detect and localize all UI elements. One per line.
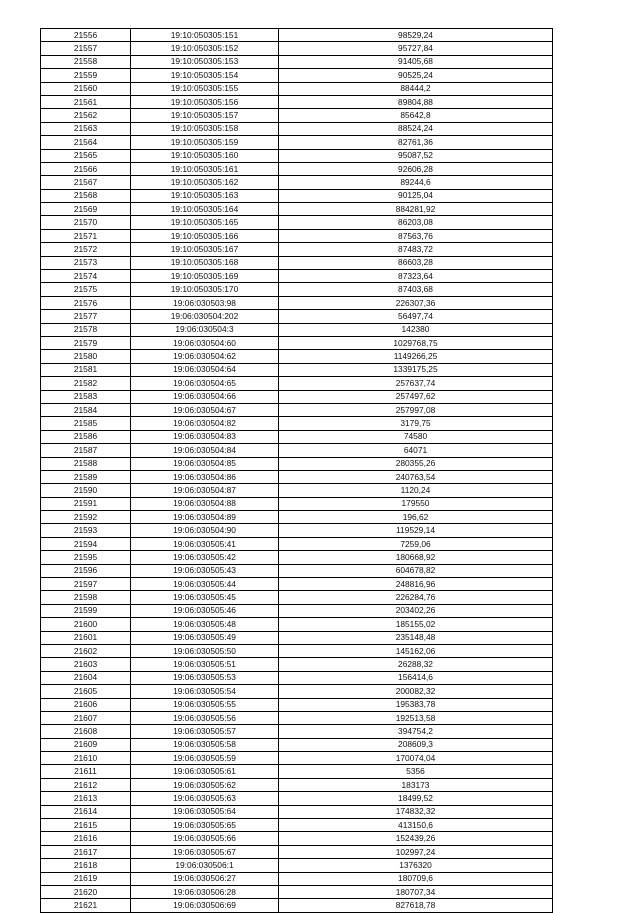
- table-row: [41, 430, 553, 443]
- row-number-cell: 21590: [41, 484, 131, 497]
- row-number-cell: 21572: [41, 243, 131, 256]
- row-number-cell: 21563: [41, 122, 131, 135]
- cadastral-number-cell: 19:10:050305:164: [131, 203, 279, 216]
- cadastral-number-cell: 19:06:030504:67: [131, 403, 279, 416]
- cadastral-number-cell: 19:06:030505:48: [131, 618, 279, 631]
- value-cell: 26288,32: [279, 658, 553, 671]
- cadastral-number-cell: 19:06:030503:98: [131, 296, 279, 309]
- table-row: [41, 243, 553, 256]
- row-number-cell: 21618: [41, 859, 131, 872]
- row-number-cell: 21566: [41, 162, 131, 175]
- cadastral-number-cell: 19:06:030505:57: [131, 725, 279, 738]
- row-number-cell: 21616: [41, 832, 131, 845]
- cadastral-number-cell: 19:06:030505:63: [131, 792, 279, 805]
- value-cell: 179550: [279, 497, 553, 510]
- row-number-cell: 21607: [41, 711, 131, 724]
- row-number-cell: 21601: [41, 631, 131, 644]
- row-number-cell: 21593: [41, 524, 131, 537]
- table-row: [41, 403, 553, 416]
- row-number-cell: 21620: [41, 886, 131, 899]
- table-row: [41, 149, 553, 162]
- value-cell: 226284,76: [279, 591, 553, 604]
- table-row: [41, 845, 553, 858]
- cadastral-number-cell: 19:06:030504:3: [131, 323, 279, 336]
- table-row: [41, 69, 553, 82]
- value-cell: 82761,36: [279, 136, 553, 149]
- table-row: [41, 805, 553, 818]
- cadastral-number-cell: 19:06:030505:51: [131, 658, 279, 671]
- row-number-cell: 21576: [41, 296, 131, 309]
- value-cell: 89244,6: [279, 176, 553, 189]
- table-row: [41, 296, 553, 309]
- value-cell: 98529,24: [279, 29, 553, 42]
- cadastral-number-cell: 19:06:030505:41: [131, 537, 279, 550]
- table-row: [41, 229, 553, 242]
- row-number-cell: 21591: [41, 497, 131, 510]
- cadastral-number-cell: 19:06:030505:44: [131, 578, 279, 591]
- row-number-cell: 21598: [41, 591, 131, 604]
- table-row: [41, 377, 553, 390]
- table-row: [41, 417, 553, 430]
- row-number-cell: 21556: [41, 29, 131, 42]
- cadastral-value-table: [40, 28, 553, 913]
- cadastral-number-cell: 19:06:030504:64: [131, 363, 279, 376]
- cadastral-number-cell: 19:06:030504:84: [131, 444, 279, 457]
- table-row: [41, 832, 553, 845]
- cadastral-number-cell: 19:10:050305:160: [131, 149, 279, 162]
- row-number-cell: 21582: [41, 377, 131, 390]
- cadastral-number-cell: 19:06:030505:46: [131, 604, 279, 617]
- value-cell: 156414,6: [279, 671, 553, 684]
- row-number-cell: 21619: [41, 872, 131, 885]
- value-cell: 185155,02: [279, 618, 553, 631]
- row-number-cell: 21583: [41, 390, 131, 403]
- cadastral-number-cell: 19:06:030505:53: [131, 671, 279, 684]
- value-cell: 85642,8: [279, 109, 553, 122]
- cadastral-number-cell: 19:10:050305:165: [131, 216, 279, 229]
- row-number-cell: 21600: [41, 618, 131, 631]
- value-cell: 884281,92: [279, 203, 553, 216]
- table-row: [41, 765, 553, 778]
- value-cell: 18499,52: [279, 792, 553, 805]
- value-cell: 92606,28: [279, 162, 553, 175]
- cadastral-number-cell: 19:06:030505:64: [131, 805, 279, 818]
- value-cell: 152439,26: [279, 832, 553, 845]
- cadastral-number-cell: 19:06:030505:43: [131, 564, 279, 577]
- table-row: [41, 310, 553, 323]
- value-cell: 180707,34: [279, 886, 553, 899]
- table-row: [41, 122, 553, 135]
- row-number-cell: 21586: [41, 430, 131, 443]
- row-number-cell: 21587: [41, 444, 131, 457]
- cadastral-number-cell: 19:06:030506:28: [131, 886, 279, 899]
- cadastral-number-cell: 19:10:050305:157: [131, 109, 279, 122]
- value-cell: 226307,36: [279, 296, 553, 309]
- table-row: [41, 524, 553, 537]
- value-cell: 200082,32: [279, 685, 553, 698]
- value-cell: 174832,32: [279, 805, 553, 818]
- table-row: [41, 631, 553, 644]
- value-cell: 64071: [279, 444, 553, 457]
- row-number-cell: 21568: [41, 189, 131, 202]
- row-number-cell: 21602: [41, 644, 131, 657]
- cadastral-number-cell: 19:10:050305:161: [131, 162, 279, 175]
- row-number-cell: 21560: [41, 82, 131, 95]
- cadastral-number-cell: 19:06:030505:54: [131, 685, 279, 698]
- table-row: [41, 537, 553, 550]
- table-row: [41, 564, 553, 577]
- table-row: [41, 162, 553, 175]
- table-row: [41, 203, 553, 216]
- row-number-cell: 21589: [41, 470, 131, 483]
- table-row: [41, 109, 553, 122]
- value-cell: 87403,68: [279, 283, 553, 296]
- row-number-cell: 21595: [41, 551, 131, 564]
- cadastral-number-cell: 19:06:030504:60: [131, 336, 279, 349]
- table-row: [41, 658, 553, 671]
- table-row: [41, 551, 553, 564]
- table-row: [41, 618, 553, 631]
- value-cell: 91405,68: [279, 55, 553, 68]
- value-cell: 192513,58: [279, 711, 553, 724]
- row-number-cell: 21613: [41, 792, 131, 805]
- table-row: [41, 578, 553, 591]
- value-cell: 257497,62: [279, 390, 553, 403]
- value-cell: 195383,78: [279, 698, 553, 711]
- table-row: [41, 42, 553, 55]
- cadastral-number-cell: 19:10:050305:156: [131, 95, 279, 108]
- cadastral-number-cell: 19:06:030505:49: [131, 631, 279, 644]
- table-row: [41, 29, 553, 42]
- value-cell: 170074,04: [279, 752, 553, 765]
- value-cell: 1029768,75: [279, 336, 553, 349]
- value-cell: 180668,92: [279, 551, 553, 564]
- value-cell: 7259,06: [279, 537, 553, 550]
- value-cell: 102997,24: [279, 845, 553, 858]
- cadastral-number-cell: 19:10:050305:151: [131, 29, 279, 42]
- table-row: [41, 470, 553, 483]
- row-number-cell: 21580: [41, 350, 131, 363]
- table-row: [41, 698, 553, 711]
- row-number-cell: 21596: [41, 564, 131, 577]
- row-number-cell: 21573: [41, 256, 131, 269]
- cadastral-number-cell: 19:06:030504:90: [131, 524, 279, 537]
- row-number-cell: 21585: [41, 417, 131, 430]
- cadastral-number-cell: 19:10:050305:167: [131, 243, 279, 256]
- table-row: [41, 792, 553, 805]
- row-number-cell: 21575: [41, 283, 131, 296]
- cadastral-number-cell: 19:10:050305:168: [131, 256, 279, 269]
- row-number-cell: 21570: [41, 216, 131, 229]
- row-number-cell: 21594: [41, 537, 131, 550]
- cadastral-number-cell: 19:06:030504:83: [131, 430, 279, 443]
- cadastral-number-cell: 19:06:030504:66: [131, 390, 279, 403]
- row-number-cell: 21584: [41, 403, 131, 416]
- row-number-cell: 21569: [41, 203, 131, 216]
- table-row: [41, 457, 553, 470]
- value-cell: 257997,08: [279, 403, 553, 416]
- row-number-cell: 21617: [41, 845, 131, 858]
- value-cell: 87323,64: [279, 270, 553, 283]
- cadastral-number-cell: 19:06:030505:61: [131, 765, 279, 778]
- row-number-cell: 21581: [41, 363, 131, 376]
- table-row: [41, 216, 553, 229]
- table-row: [41, 95, 553, 108]
- cadastral-number-cell: 19:10:050305:169: [131, 270, 279, 283]
- value-cell: 86603,28: [279, 256, 553, 269]
- table-row: [41, 872, 553, 885]
- value-cell: 89804,88: [279, 95, 553, 108]
- table-row: [41, 136, 553, 149]
- row-number-cell: 21564: [41, 136, 131, 149]
- value-cell: 235148,48: [279, 631, 553, 644]
- table-row: [41, 859, 553, 872]
- table-row: [41, 644, 553, 657]
- table-row: [41, 886, 553, 899]
- value-cell: 90125,04: [279, 189, 553, 202]
- table-row: [41, 176, 553, 189]
- cadastral-number-cell: 19:06:030505:66: [131, 832, 279, 845]
- row-number-cell: 21604: [41, 671, 131, 684]
- cadastral-number-cell: 19:10:050305:166: [131, 229, 279, 242]
- cadastral-number-cell: 19:06:030506:27: [131, 872, 279, 885]
- table-body: [41, 29, 553, 913]
- row-number-cell: 21614: [41, 805, 131, 818]
- value-cell: 1120,24: [279, 484, 553, 497]
- table-row: [41, 497, 553, 510]
- cadastral-number-cell: 19:06:030505:58: [131, 738, 279, 751]
- value-cell: 183173: [279, 778, 553, 791]
- table-row: [41, 899, 553, 912]
- cadastral-number-cell: 19:06:030506:69: [131, 899, 279, 912]
- value-cell: 1149266,25: [279, 350, 553, 363]
- value-cell: 90525,24: [279, 69, 553, 82]
- row-number-cell: 21558: [41, 55, 131, 68]
- value-cell: 95087,52: [279, 149, 553, 162]
- table-row: [41, 778, 553, 791]
- row-number-cell: 21597: [41, 578, 131, 591]
- row-number-cell: 21579: [41, 336, 131, 349]
- cadastral-number-cell: 19:06:030505:55: [131, 698, 279, 711]
- cadastral-number-cell: 19:10:050305:162: [131, 176, 279, 189]
- cadastral-number-cell: 19:06:030505:42: [131, 551, 279, 564]
- table-row: [41, 738, 553, 751]
- value-cell: 86203,08: [279, 216, 553, 229]
- value-cell: 203402,26: [279, 604, 553, 617]
- table-row: [41, 711, 553, 724]
- value-cell: 240763,54: [279, 470, 553, 483]
- cadastral-number-cell: 19:06:030505:50: [131, 644, 279, 657]
- table-row: [41, 350, 553, 363]
- row-number-cell: 21561: [41, 95, 131, 108]
- row-number-cell: 21611: [41, 765, 131, 778]
- value-cell: 145162,06: [279, 644, 553, 657]
- row-number-cell: 21578: [41, 323, 131, 336]
- value-cell: 208609,3: [279, 738, 553, 751]
- row-number-cell: 21609: [41, 738, 131, 751]
- value-cell: 3179,75: [279, 417, 553, 430]
- table-row: [41, 604, 553, 617]
- cadastral-number-cell: 19:06:030505:62: [131, 778, 279, 791]
- value-cell: 394754,2: [279, 725, 553, 738]
- cadastral-number-cell: 19:10:050305:158: [131, 122, 279, 135]
- value-cell: 827618,78: [279, 899, 553, 912]
- value-cell: 5356: [279, 765, 553, 778]
- cadastral-number-cell: 19:06:030505:56: [131, 711, 279, 724]
- cadastral-number-cell: 19:06:030504:65: [131, 377, 279, 390]
- table-row: [41, 283, 553, 296]
- cadastral-number-cell: 19:10:050305:170: [131, 283, 279, 296]
- value-cell: 248816,96: [279, 578, 553, 591]
- table-row: [41, 484, 553, 497]
- table-row: [41, 819, 553, 832]
- row-number-cell: 21599: [41, 604, 131, 617]
- table-row: [41, 444, 553, 457]
- row-number-cell: 21567: [41, 176, 131, 189]
- value-cell: 88524,24: [279, 122, 553, 135]
- cadastral-number-cell: 19:10:050305:154: [131, 69, 279, 82]
- cadastral-number-cell: 19:10:050305:153: [131, 55, 279, 68]
- row-number-cell: 21603: [41, 658, 131, 671]
- row-number-cell: 21621: [41, 899, 131, 912]
- value-cell: 142380: [279, 323, 553, 336]
- value-cell: 1376320: [279, 859, 553, 872]
- row-number-cell: 21610: [41, 752, 131, 765]
- table-row: [41, 685, 553, 698]
- value-cell: 119529,14: [279, 524, 553, 537]
- cadastral-number-cell: 19:10:050305:155: [131, 82, 279, 95]
- table-row: [41, 189, 553, 202]
- row-number-cell: 21608: [41, 725, 131, 738]
- value-cell: 257637,74: [279, 377, 553, 390]
- row-number-cell: 21574: [41, 270, 131, 283]
- cadastral-number-cell: 19:06:030505:59: [131, 752, 279, 765]
- cadastral-number-cell: 19:06:030504:86: [131, 470, 279, 483]
- cadastral-number-cell: 19:06:030504:89: [131, 511, 279, 524]
- table-row: [41, 256, 553, 269]
- row-number-cell: 21615: [41, 819, 131, 832]
- row-number-cell: 21565: [41, 149, 131, 162]
- cadastral-number-cell: 19:06:030504:87: [131, 484, 279, 497]
- row-number-cell: 21562: [41, 109, 131, 122]
- value-cell: 604678,82: [279, 564, 553, 577]
- table-row: [41, 591, 553, 604]
- row-number-cell: 21571: [41, 229, 131, 242]
- cadastral-number-cell: 19:06:030505:67: [131, 845, 279, 858]
- table-row: [41, 671, 553, 684]
- cadastral-number-cell: 19:06:030505:65: [131, 819, 279, 832]
- row-number-cell: 21592: [41, 511, 131, 524]
- cadastral-number-cell: 19:06:030504:82: [131, 417, 279, 430]
- cadastral-number-cell: 19:06:030504:62: [131, 350, 279, 363]
- value-cell: 56497,74: [279, 310, 553, 323]
- value-cell: 88444,2: [279, 82, 553, 95]
- table-row: [41, 752, 553, 765]
- row-number-cell: 21577: [41, 310, 131, 323]
- value-cell: 87563,76: [279, 229, 553, 242]
- row-number-cell: 21612: [41, 778, 131, 791]
- cadastral-number-cell: 19:10:050305:152: [131, 42, 279, 55]
- value-cell: 196,62: [279, 511, 553, 524]
- value-cell: 74580: [279, 430, 553, 443]
- table-row: [41, 511, 553, 524]
- value-cell: 280355,26: [279, 457, 553, 470]
- cadastral-number-cell: 19:06:030506:1: [131, 859, 279, 872]
- table-row: [41, 363, 553, 376]
- cadastral-number-cell: 19:06:030504:88: [131, 497, 279, 510]
- table-row: [41, 270, 553, 283]
- cadastral-number-cell: 19:06:030505:45: [131, 591, 279, 604]
- row-number-cell: 21605: [41, 685, 131, 698]
- table-row: [41, 336, 553, 349]
- row-number-cell: 21588: [41, 457, 131, 470]
- cadastral-number-cell: 19:06:030504:85: [131, 457, 279, 470]
- table-row: [41, 390, 553, 403]
- cadastral-number-cell: 19:06:030504:202: [131, 310, 279, 323]
- table-row: [41, 82, 553, 95]
- value-cell: 413150,6: [279, 819, 553, 832]
- value-cell: 95727,84: [279, 42, 553, 55]
- row-number-cell: 21606: [41, 698, 131, 711]
- value-cell: 87483,72: [279, 243, 553, 256]
- table-row: [41, 55, 553, 68]
- row-number-cell: 21557: [41, 42, 131, 55]
- row-number-cell: 21559: [41, 69, 131, 82]
- cadastral-number-cell: 19:10:050305:159: [131, 136, 279, 149]
- table-row: [41, 323, 553, 336]
- value-cell: 180709,6: [279, 872, 553, 885]
- value-cell: 1339175,25: [279, 363, 553, 376]
- cadastral-number-cell: 19:10:050305:163: [131, 189, 279, 202]
- table-row: [41, 725, 553, 738]
